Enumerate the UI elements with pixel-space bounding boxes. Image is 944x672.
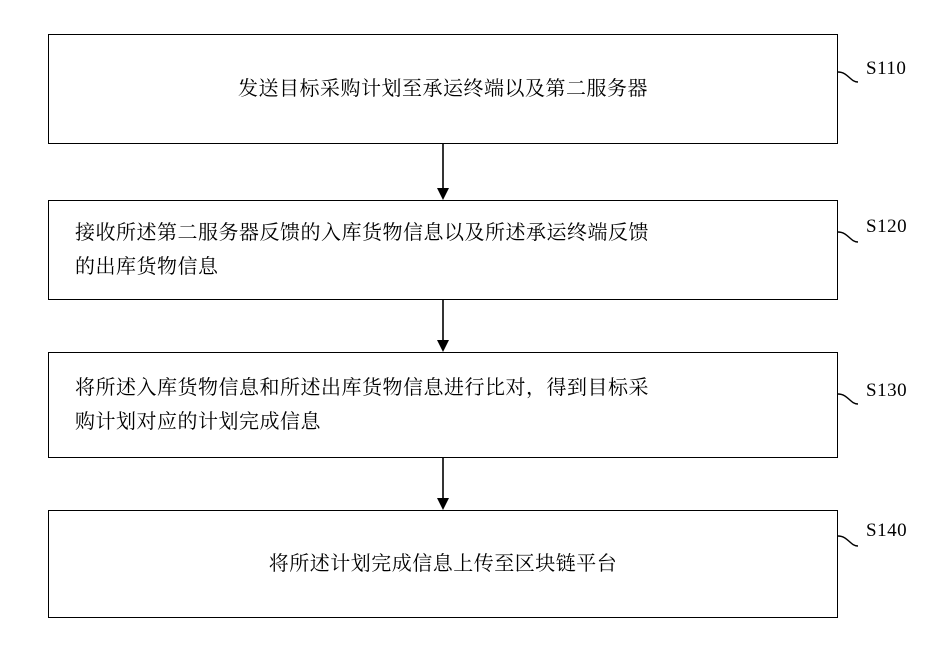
flow-step-s130-label: S130 [866,380,908,401]
flow-step-s140-label: S140 [866,520,908,541]
flow-step-s130-text: 将所述入库货物信息和所述出库货物信息进行比对，得到目标采 购计划对应的计划完成信息 [75,377,649,433]
flow-step-s110-label: S110 [866,58,907,79]
flow-step-s130 [48,352,838,458]
flow-step-s120-label: S120 [866,216,908,237]
flow-step-s140 [48,510,838,618]
flow-step-s110 [48,34,838,144]
flow-step-s140-text: 将所述计划完成信息上传至区块链平台 [268,553,618,575]
flow-step-s110-text: 发送目标采购计划至承运终端以及第二服务器 [238,78,648,100]
flow-step-s120 [48,200,838,300]
flow-step-s120-text: 接收所述第二服务器反馈的入库货物信息以及所述承运终端反馈 的出库货物信息 [75,222,649,278]
